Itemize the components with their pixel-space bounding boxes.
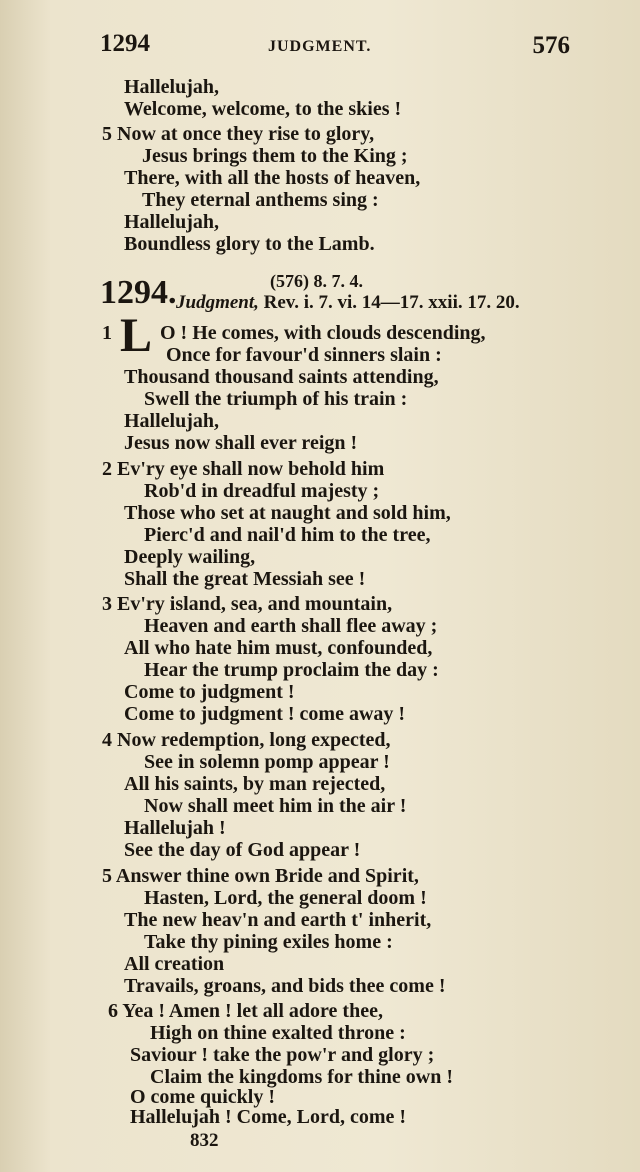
prev-line: There, with all the hosts of heaven, xyxy=(124,167,421,189)
hymn-meter: (576) 8. 7. 4. xyxy=(270,271,363,291)
verse-line: Jesus now shall ever reign ! xyxy=(124,432,358,454)
verse-line: 2 Ev'ry eye shall now behold him xyxy=(102,458,385,480)
verse-line: Take thy pining exiles home : xyxy=(144,931,393,953)
verse-line: Swell the triumph of his train : xyxy=(144,388,408,410)
prev-line: Jesus brings them to the King ; xyxy=(142,145,408,167)
verse-line: Once for favour'd sinners slain : xyxy=(166,344,442,366)
prev-line: They eternal anthems sing : xyxy=(142,189,379,211)
prev-line: Hallelujah, xyxy=(124,76,220,98)
verse-line: Saviour ! take the pow'r and glory ; xyxy=(130,1044,435,1066)
prev-line: Welcome, welcome, to the skies ! xyxy=(124,98,402,120)
verse-line: High on thine exalted throne : xyxy=(150,1022,406,1044)
verse-line: Shall the great Messiah see ! xyxy=(124,568,366,590)
verse-line: All creation xyxy=(124,953,225,975)
verse-line: Hear the trump proclaim the day : xyxy=(144,659,439,681)
header-title: JUDGMENT. xyxy=(268,38,372,55)
hymn-number: 1294. xyxy=(100,274,177,311)
hymn-reference xyxy=(176,292,520,314)
hymn-ref-scripture: Rev. i. 7. vi. 14—17. xxii. 17. 20. xyxy=(258,292,520,313)
verse-line: 3 Ev'ry island, sea, and mountain, xyxy=(102,593,393,615)
verse-line: Pierc'd and nail'd him to the tree, xyxy=(144,524,431,546)
verse-line: All who hate him must, confounded, xyxy=(124,637,433,659)
verse-line: Thousand thousand saints attending, xyxy=(124,366,439,388)
verse-line: Hallelujah ! xyxy=(124,817,226,839)
running-header xyxy=(100,30,570,64)
verse-line: Travails, groans, and bids thee come ! xyxy=(124,975,446,997)
prev-line: Hallelujah, xyxy=(124,211,220,233)
prev-line: Boundless glory to the Lamb. xyxy=(124,233,375,255)
verse-line: Claim the kingdoms for thine own ! xyxy=(150,1066,453,1088)
verse-line: Come to judgment ! xyxy=(124,681,295,703)
verse-line: Hasten, Lord, the general doom ! xyxy=(144,887,427,909)
verse-line: 4 Now redemption, long expected, xyxy=(102,729,391,751)
verse-line: See the day of God appear ! xyxy=(124,839,361,861)
verse-line: Deeply wailing, xyxy=(124,546,256,568)
verse-line: Hallelujah ! Come, Lord, come ! xyxy=(130,1106,407,1128)
verse-line: Come to judgment ! come away ! xyxy=(124,703,406,725)
hymn-ref-title: Judgment, xyxy=(176,292,259,313)
verse-line: Those who set at naught and sold him, xyxy=(124,502,451,524)
verse-line: 6 Yea ! Amen ! let all adore thee, xyxy=(108,1000,383,1022)
page-number: 832 xyxy=(190,1130,219,1151)
verse-line: Heaven and earth shall flee away ; xyxy=(144,615,438,637)
header-section-number: 576 xyxy=(532,32,570,59)
verse-line: O ! He comes, with clouds descending, xyxy=(160,322,486,344)
drop-cap: L xyxy=(120,309,153,362)
verse-line: Rob'd in dreadful majesty ; xyxy=(144,480,380,502)
verse-line: See in solemn pomp appear ! xyxy=(144,751,390,773)
verse-line: Now shall meet him in the air ! xyxy=(144,795,407,817)
verse-line: O come quickly ! xyxy=(130,1086,275,1108)
verse-line: Hallelujah, xyxy=(124,410,220,432)
verse-line: The new heav'n and earth t' inherit, xyxy=(124,909,432,931)
verse-number: 1 xyxy=(102,322,112,344)
verse-line: All his saints, by man rejected, xyxy=(124,773,386,795)
header-hymn-number: 1294 xyxy=(100,30,150,57)
prev-line: 5 Now at once they rise to glory, xyxy=(102,123,375,145)
verse-line: 5 Answer thine own Bride and Spirit, xyxy=(102,865,419,887)
